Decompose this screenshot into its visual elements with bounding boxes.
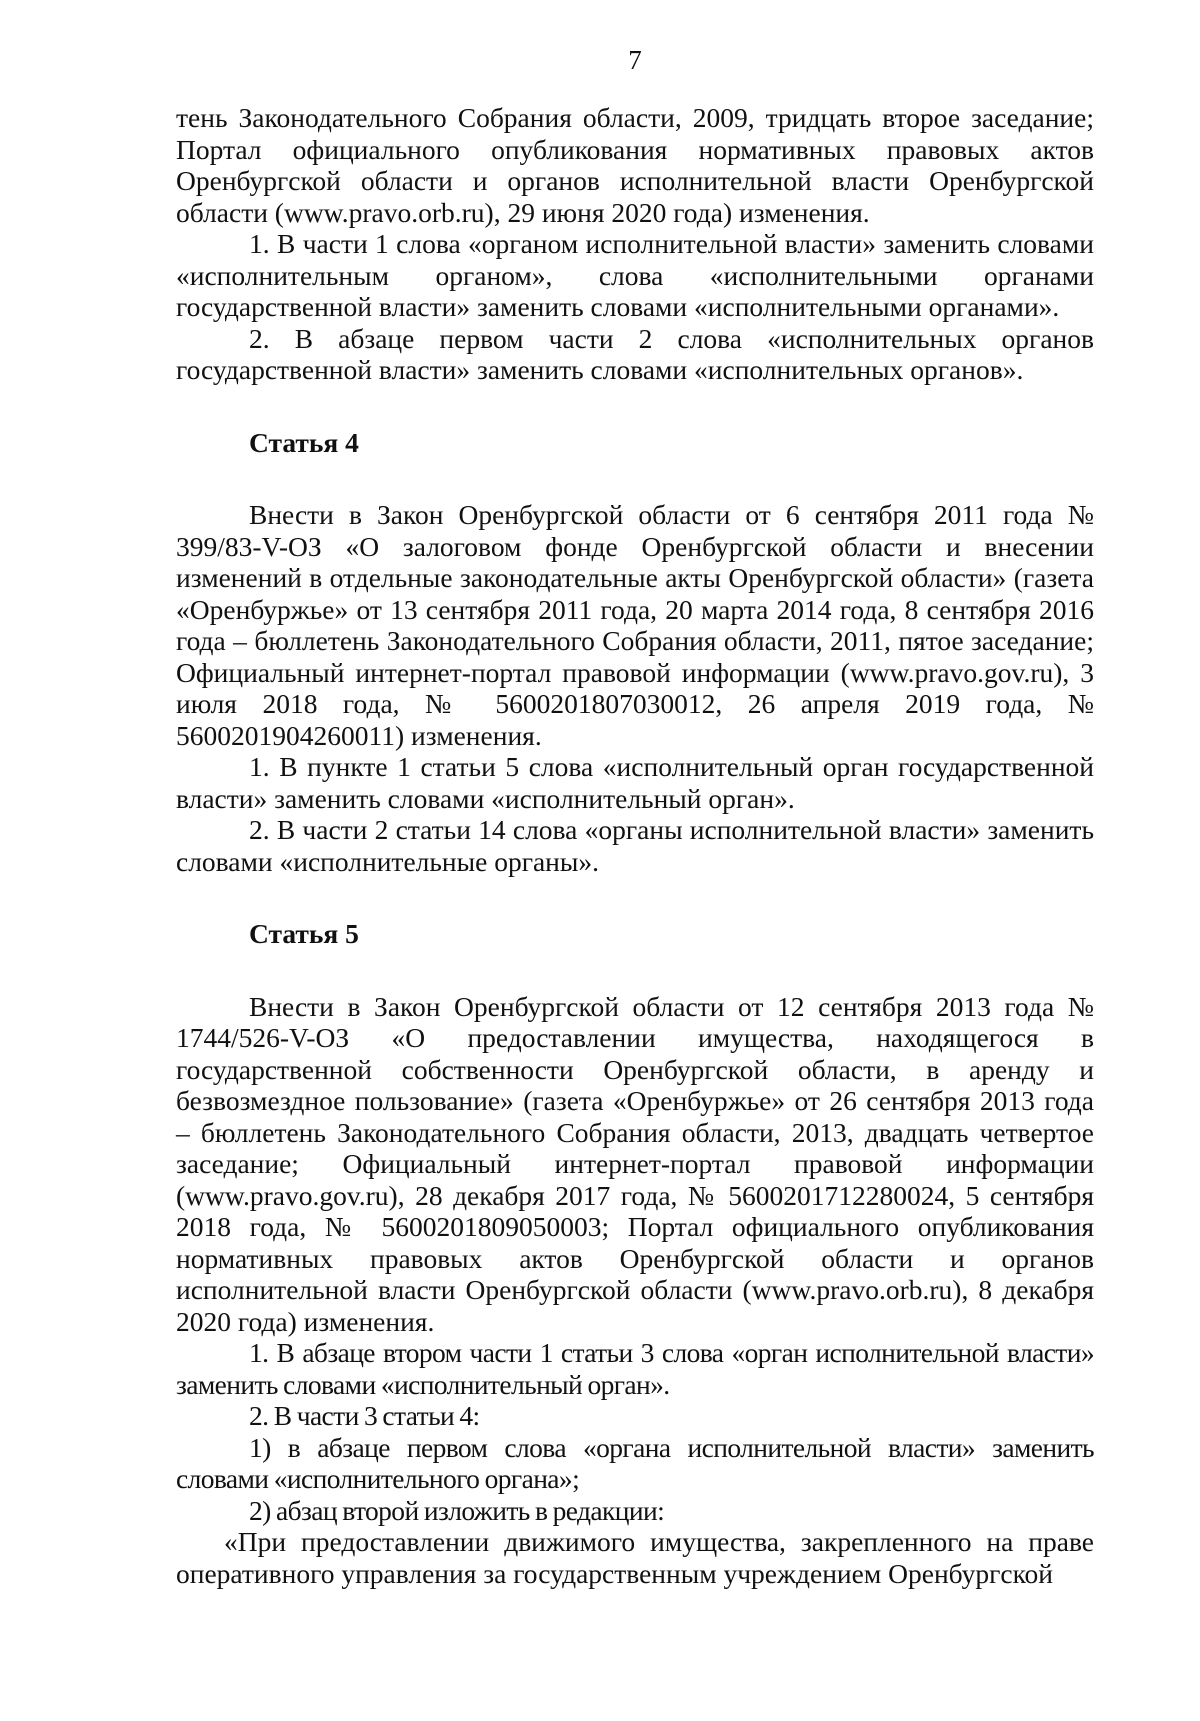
article-5-item-2-sub-1: 1) в абзаце первом слова «органа исполнительной власти» заменить словами «исполнительного органа»; bbox=[176, 1431, 1094, 1494]
article-4-heading: Статья 4 bbox=[249, 426, 359, 458]
article-5-paragraph: Внести в Закон Оренбургской области от 12 сентября 2013 года № 1744/526-V-ОЗ «О предоставлении имущества, находящегося в государственной собственности Оренбургской области, в аренду и безвозмездное пользование» (газета «Оренбуржье» от 26 сентября 2013 года – бюллетень Законодательного Собрания области, 2013, двадцать четвертое заседание; Официальный интернет-портал правовой информации (www.pravo.gov.ru), 28 декабря 2017 года, № 5600201712280024, 5 сентября 2018 года, № 5600201809050003; Портал официального опубликования нормативных правовых актов Оренбургской области и органов исполнительной власти Оренбургской области (www.pravo.orb.ru), 8 декабря 2020 года) изменения. bbox=[176, 990, 1094, 1337]
intro-item-2: 2. В абзаце первом части 2 слова «исполнительных органов государственной власти» заменить словами «исполнительных органов». bbox=[176, 322, 1094, 385]
intro-item-1: 1. В части 1 слова «органом исполнительной власти» заменить словами «исполнительным органом», слова «исполнительными органами государственной власти» заменить словами «исполнительными органами». bbox=[176, 228, 1094, 322]
page-number: 7 bbox=[628, 45, 642, 75]
article-5-heading: Статья 5 bbox=[249, 918, 359, 949]
article-5-item-2-sub-2: 2) абзац второй изложить в редакции: bbox=[249, 1494, 665, 1526]
article-4-item-2: 2. В части 2 статьи 14 слова «органы исполнительной власти» заменить словами «исполнительные органы». bbox=[176, 814, 1094, 877]
article-5-quote: «При предоставлении движимого имущества, закрепленного на праве оперативного управления за государственным учреждением Оренбургской bbox=[176, 1526, 1094, 1589]
article-4-item-1: 1. В пункте 1 статьи 5 слова «исполнительный орган государственной власти» заменить словами «исполнительный орган». bbox=[176, 751, 1094, 814]
document-body bbox=[176, 102, 1094, 1589]
intro-paragraph: тень Законодательного Собрания области, 2009, тридцать второе заседание; Портал официального опубликования нормативных правовых актов Оренбургской области и органов исполнительной власти Оренбургской области (www.pravo.orb.ru), 29 июня 2020 года) изменения. bbox=[176, 102, 1094, 228]
article-5-item-2: 2. В части 3 статьи 4: bbox=[249, 1400, 480, 1431]
article-4-paragraph: Внести в Закон Оренбургской области от 6 сентября 2011 года № 399/83-V-ОЗ «О залоговом фонде Оренбургской области и внесении изменений в отдельные законодательные акты Оренбургской области» (газета «Оренбуржье» от 13 сентября 2011 года, 20 марта 2014 года, 8 сентября 2016 года – бюллетень Законодательного Собрания области, 2011, пятое заседание; Официальный интернет-портал правовой информации (www.pravo.gov.ru), 3 июля 2018 года, № 5600201807030012, 26 апреля 2019 года, № 5600201904260011) изменения. bbox=[176, 499, 1094, 751]
article-5-item-1: 1. В абзаце втором части 1 статьи 3 слова «орган исполнительной власти» заменить словами «исполнительный орган». bbox=[176, 1337, 1094, 1400]
